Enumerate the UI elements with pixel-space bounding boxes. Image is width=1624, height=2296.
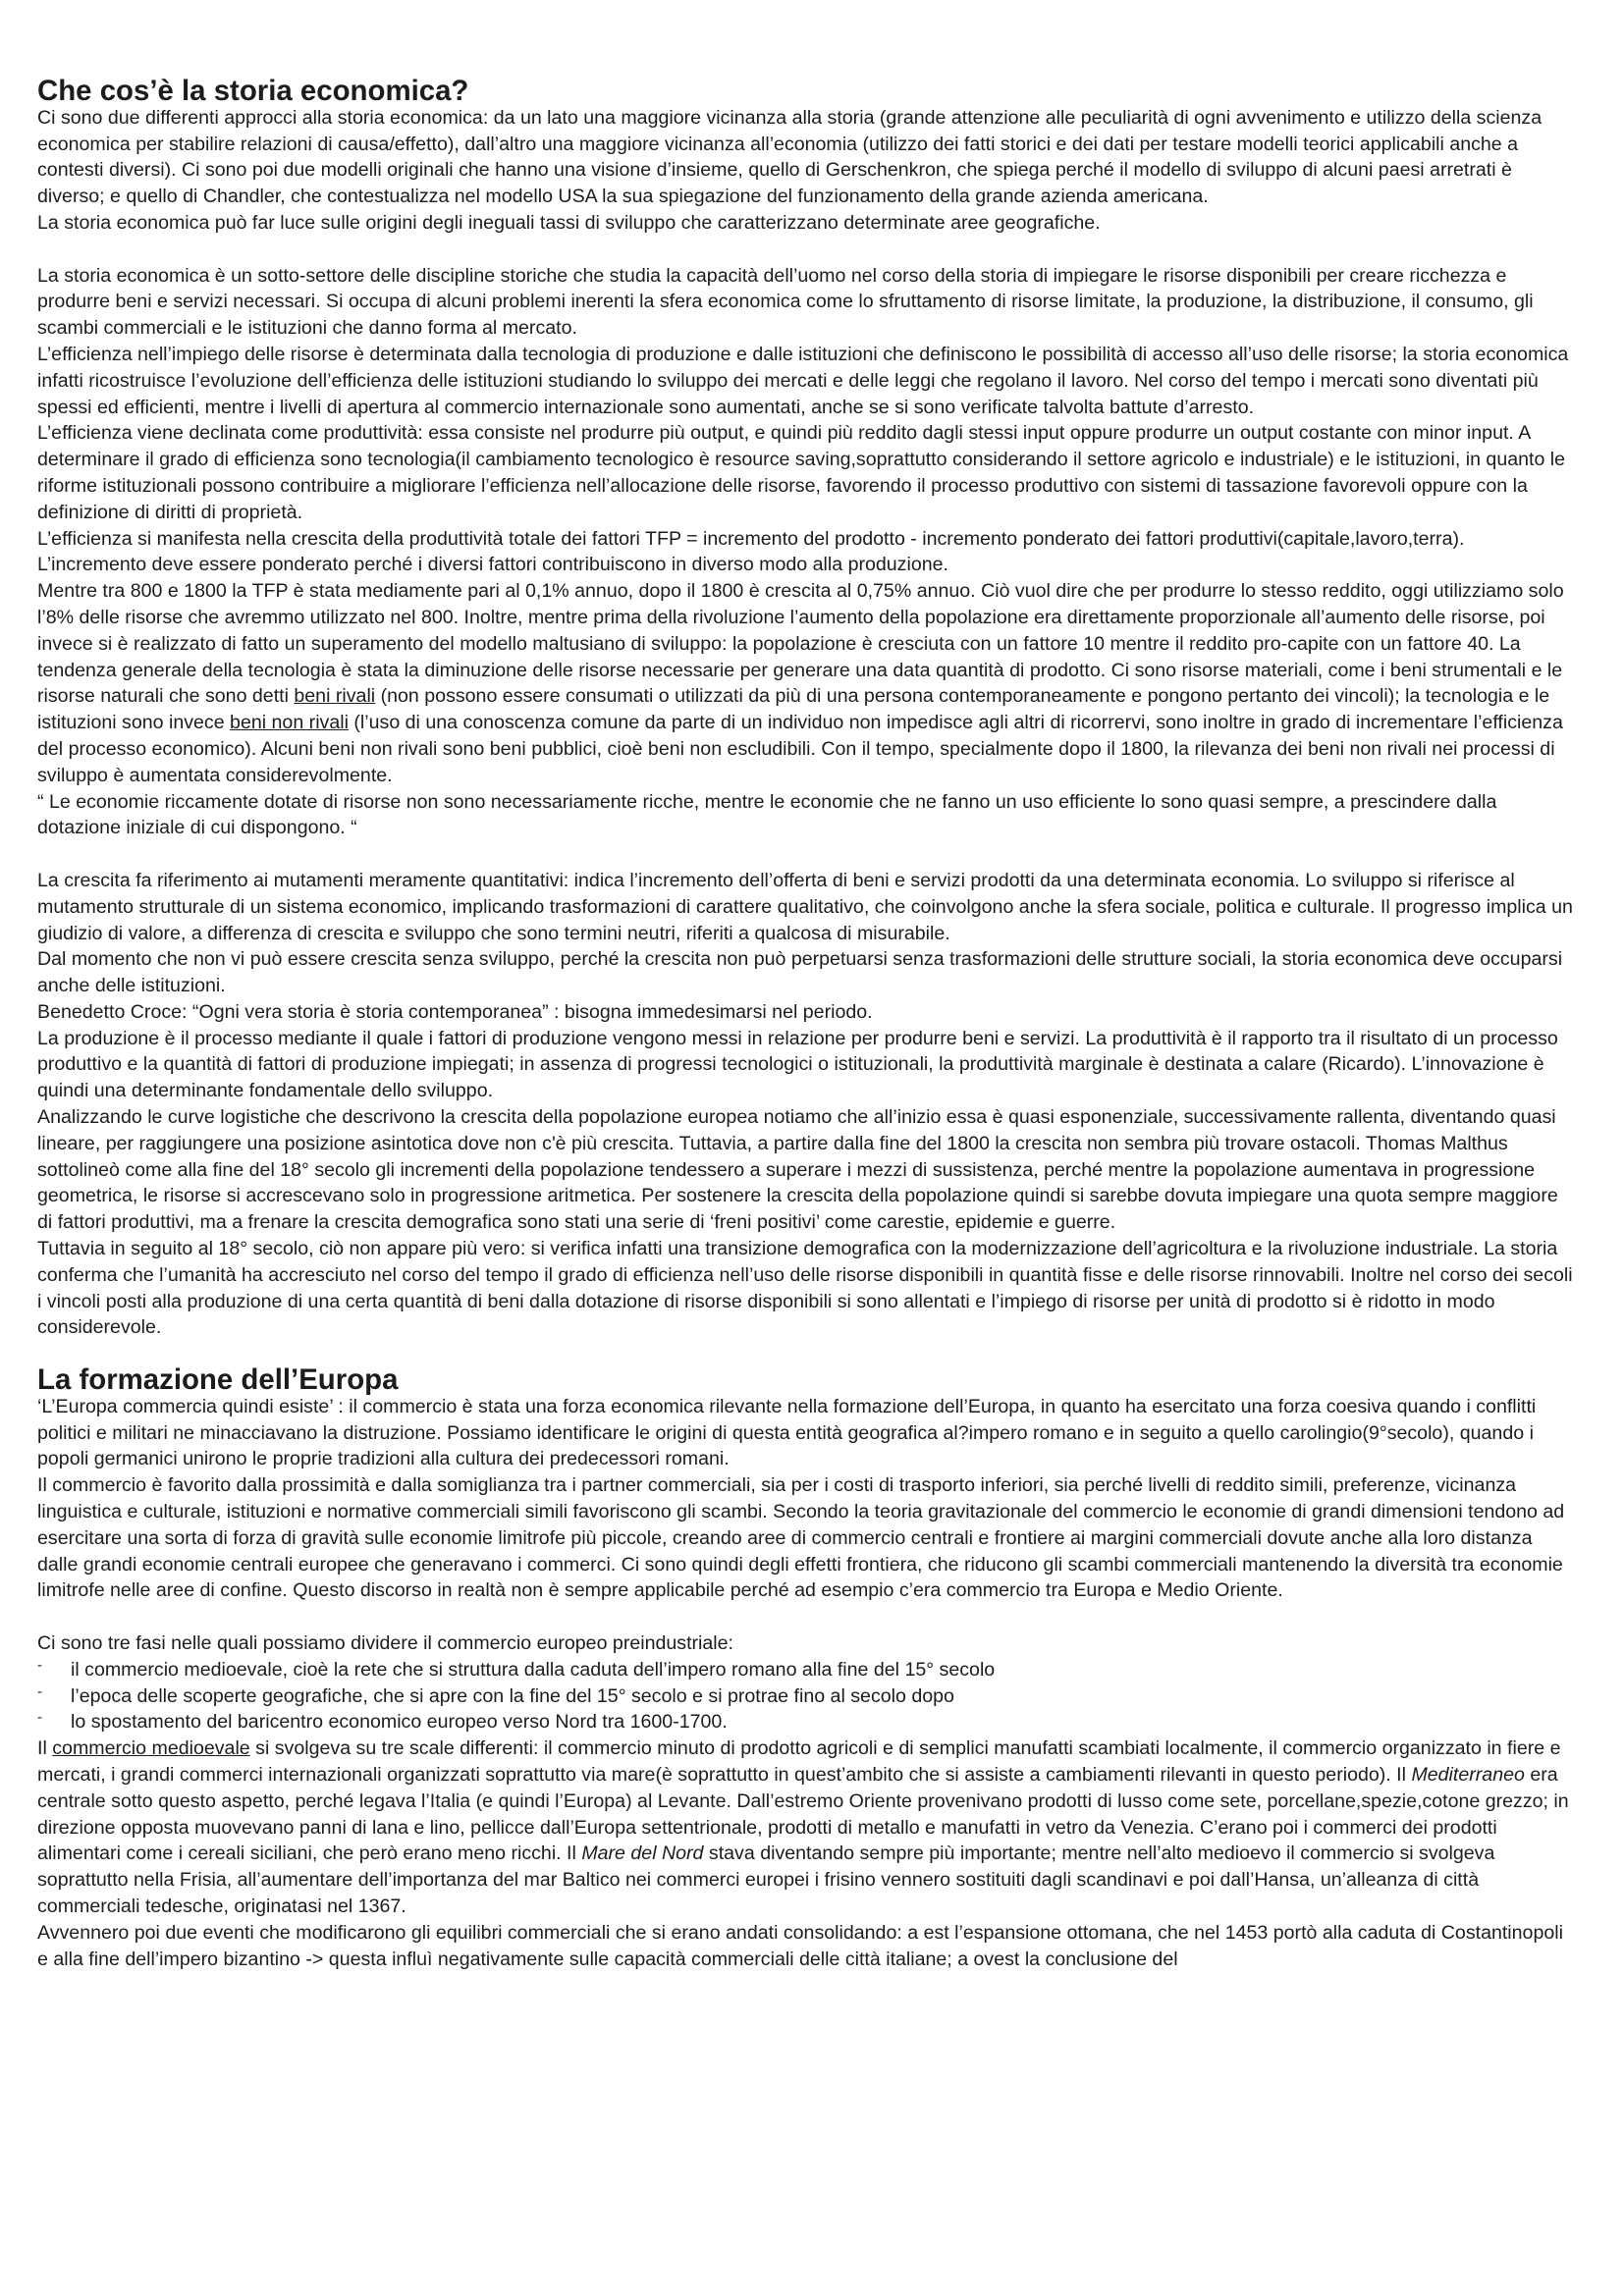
paragraph: L’efficienza viene declinata come produttività: essa consiste nel produrre più output, e quindi più reddito dagli stessi input oppure produrre un output costante con minor input. A determinare il grado di efficienza sono tecnologia(il cambiamento tecnologico è resource saving,soprattutto considerando il settore agricolo e industriale) e le istituzioni, in quanto le riforme istituzionali possono contribuire a migliorare l’efficienza nell’allocazione delle risorse, favorendo il processo produttivo con sistemi di tassazione favorevoli oppure con la definizione di diritti di proprietà.: [37, 422, 1566, 523]
quote-paragraph: “ Le economie riccamente dotate di risorse non sono necessariamente ricche, mentre le economie che ne fanno un uso efficiente lo sono quasi sempre, a prescindere dalla dotazione iniziale di cui dispongono. “: [37, 790, 1497, 839]
list-item: [37, 1709, 1577, 1735]
dash-bullet: -: [37, 1709, 42, 1727]
list-item: [37, 1657, 1577, 1683]
text-run: Mentre tra 800 e 1800 la TFP è stata mediamente pari al 0,1% annuo, dopo il 1800 è crescita al 0,75% annuo. Ciò vuol dire che per produrre lo stesso reddito, oggi utilizziamo solo l’8% delle risorse che avremmo utilizzato nel 800. Inoltre, mentre prima della rivoluzione l’aumento della popolazione era direttamente proporzionale all’aumento delle risorse, poi invece si è realizzato di fatto un superamento del modello maltusiano di sviluppo: la popolazione è cresciuta con un fattore 10 mentre il reddito pro-capite con un fattore 40. La tendenza generale della tecnologia è stata la diminuzione delle risorse necessarie per generare una data quantità di prodotto. Ci sono risorse materiali, come i beni strumentali e le risorse naturali che sono detti: [37, 580, 1564, 708]
text-run: era centrale sotto questo aspetto, perché legava l’Italia (e quindi l’Europa) al Levante. Dall’estremo Oriente provenivano prodotti di lusso come sete, porcellane,spezie,cotone grezzo; in direzione opposta muovevano panni di lana e lino, pellicce dall’Europa settentrionale, prodotti di metallo e manufatti in vetro da Venezia. C’erano poi i commerci dei prodotti alimentari come i cereali siciliani, che però erano meno ricchi. Il: [37, 1764, 1569, 1865]
paragraph-spacer: [37, 841, 1577, 868]
list-intro: Ci sono tre fasi nelle quali possiamo dividere il commercio europeo preindustriale:: [37, 1632, 733, 1655]
paragraph: Tuttavia in seguito al 18° secolo, ciò non appare più vero: si verifica infatti una transizione demografica con la modernizzazione dell’agricoltura e la rivoluzione industriale. La storia conferma che l’umanità ha accresciuto nel corso del tempo il grado di efficienza nell’uso delle risorse disponibili in quantità fisse e delle risorse rinnovabili. Inoltre nel corso dei secoli i vincoli posti alla produzione di una certa quantità di beni dalla dotazione di risorse disponibili si sono allentati e l’impiego di risorse per unità di prodotto si è ridotto in modo considerevole.: [37, 1238, 1573, 1339]
paragraph: ‘L’Europa commercia quindi esiste’ : il commercio è stata una forza economica rilevante nella formazione dell’Europa, in quanto ha esercitato una forza coesiva quando i conflitti politici e militari ne minacciavano la distruzione. Possiamo identificare le origini di questa entità geografica al?impero romano e in seguito a quello carolingio(9°secolo), quando i popoli germanici unirono le proprie tradizioni alla cultura dei predecessori romani.: [37, 1395, 1537, 1470]
list-item-text: il commercio medioevale, cioè la rete che si struttura dalla caduta dell’impero romano alla fine del 15° secolo: [71, 1658, 996, 1681]
text-run: (l’uso di una conoscenza comune da parte di un individuo non impedisce agli altri di ricorrervi, sono inoltre in grado di incrementare l’efficienza del processo economico). Alcuni beni non rivali sono beni pubblici, cioè beni non escludibili. Con il tempo, specialmente dopo il 1800, la rilevanza dei beni non rivali nei processi di sviluppo è aumentata considerevolmente.: [37, 712, 1563, 786]
paragraph: Analizzando le curve logistiche che descrivono la crescita della popolazione europea notiamo che all’inizio essa è quasi esponenziale, successivamente rallenta, diventando quasi lineare, per raggiungere una posizione asintotica dove non c'è più crescita. Tuttavia, a partire dalla fine del 1800 la crescita non sembra più trovare ostacoli. Thomas Malthus sottolineò come alla fine del 18° secolo gli incrementi della popolazione tendessero a superare i mezzi di sussistenza, perché mentre la popolazione aumentava in progressione geometrica, le risorse si accrescevano solo in progressione aritmetica. Per sostenere la crescita della popolazione quindi si sarebbe dovuta impiegare una quota sempre maggiore di fattori produttivi, ma a frenare la crescita demografica sono stati una serie di ‘freni positivi’ come carestie, epidemie e guerre.: [37, 1106, 1558, 1234]
section-title-storia-economica: Che cos’è la storia economica?: [37, 75, 469, 107]
paragraph: Dal momento che non vi può essere crescita senza sviluppo, perché la crescita non può perpetuarsi senza trasformazioni delle strutture sociali, la storia economica deve occuparsi anche delle istituzioni.: [37, 948, 1563, 997]
paragraph: La crescita fa riferimento ai mutamenti meramente quantitativi: indica l’incremento dell’offerta di beni e servizi prodotti da una determinata economia. Lo sviluppo si riferisce al mutamento strutturale di un sistema economico, implicando trasformazioni di carattere qualitativo, che coinvolgono anche la sfera sociale, politica e culturale. Il progresso implica un giudizio di valore, a differenza di crescita e sviluppo che sono termini neutri, riferiti a qualcosa di misurabile.: [37, 869, 1573, 944]
underlined-term-commercio-medioevale: commercio medioevale: [52, 1737, 250, 1760]
paragraph: La storia economica può far luce sulle origini degli ineguali tassi di sviluppo che caratterizzano determinate aree geografiche.: [37, 211, 1101, 234]
paragraph: Avvennero poi due eventi che modificarono gli equilibri commerciali che si erano andati consolidando: a est l’espansione ottomana, che nel 1453 portò alla caduta di Costantinopoli e alla fine dell’impero bizantino -> questa influì negativamente sulle capacità commerciali delle città italiane; a ovest la conclusione del: [37, 1921, 1563, 1970]
paragraph-spacer: [37, 1604, 1577, 1630]
underlined-term-beni-non-rivali: beni non rivali: [230, 712, 349, 734]
text-run: Il: [37, 1737, 53, 1760]
section-title-formazione-europa: La formazione dell’Europa: [37, 1363, 399, 1397]
dash-bullet: -: [37, 1656, 42, 1674]
paragraph: La storia economica è un sotto-settore delle discipline storiche che studia la capacità dell’uomo nel corso della storia di impiegare le risorse disponibili per creare ricchezza e produrre beni e servizi necessari. Si occupa di alcuni problemi inerenti la sfera economica come lo sfruttamento di risorse limitate, la produzione, la distribuzione, il consumo, gli scambi commerciali e le istituzioni che danno forma al mercato.: [37, 264, 1534, 340]
paragraph: Ci sono due differenti approcci alla storia economica: da un lato una maggiore vicinanza alla storia (grande attenzione alle peculiarità di ogni avvenimento e utilizzo della scienza economica per stabilire relazioni di causa/effetto), dall’altro una maggiore vicinanza all’economia (utilizzo dei fatti storici e dei dati per testare modelli teorici applicabili anche a contesti diversi). Ci sono poi due modelli originali che hanno una visione d’insieme, quello di Gerschenkron, che spiega perché il modello di sviluppo di alcuni paesi arretrati è diverso; e quello di Chandler, che contestualizza nel modello USA la sua spiegazione del funzionamento della grande azienda americana.: [37, 106, 1543, 208]
list-item: [37, 1683, 1577, 1710]
phases-list: [37, 1657, 1577, 1735]
italic-term-mediterraneo: Mediterraneo: [1411, 1764, 1525, 1786]
paragraph-spacer: [37, 237, 1577, 263]
paragraph-commercio-medioevale: [37, 1735, 1577, 1920]
list-item-text: l’epoca delle scoperte geografiche, che si apre con la fine del 15° secolo e si protrae fino al secolo dopo: [71, 1684, 954, 1707]
text-run: stava diventando sempre più importante; mentre nell’alto medioevo il commercio si svolgeva soprattutto nella Frisia, all’aumentare dell’importanza del mar Baltico nei commerci europei i frisino vennero sostituiti dagli scandinavi e poi dall’Hansa, un’alleanza di città commerciali tedesche, originatasi nel 1367.: [37, 1842, 1495, 1917]
paragraph: L’efficienza nell’impiego delle risorse è determinata dalla tecnologia di produzione e dalle istituzioni che definiscono le possibilità di accesso all’uso delle risorse; la storia economica infatti ricostruisce l’evoluzione dell’efficienza delle istituzioni studiando lo sviluppo dei mercati e delle leggi che regolano il lavoro. Nel corso del tempo i mercati sono diventati più spessi ed efficienti, mentre i livelli di apertura al commercio internazionale sono aumentati, anche se si sono verificate talvolta battute d’arresto.: [37, 343, 1569, 418]
paragraph-tfp: [37, 578, 1577, 788]
paragraph: Benedetto Croce: “Ogni vera storia è storia contemporanea” : bisogna immedesimarsi nel periodo.: [37, 1000, 873, 1023]
italic-term-mare-del-nord: Mare del Nord: [581, 1842, 704, 1865]
underlined-term-beni-rivali: beni rivali: [294, 685, 376, 708]
text-run: si svolgeva su tre scale differenti: il commercio minuto di prodotto agricoli e di semplici manufatti scambiati localmente, il commercio organizzato in fiere e mercati, i grandi commerci internazionali organizzati soprattutto via mare(è soprattutto in quest’ambito che si assiste a cambiamenti rilevanti in questo periodo). Il: [37, 1737, 1561, 1786]
dash-bullet: -: [37, 1682, 42, 1700]
paragraph: L’efficienza si manifesta nella crescita della produttività totale dei fattori TFP = incremento del prodotto - incremento ponderato dei fattori produttivi(capitale,lavoro,terra). L’incremento deve essere ponderato perché i diversi fattori contribuiscono in diverso modo alla produzione.: [37, 527, 1465, 576]
paragraph: Il commercio è favorito dalla prossimità e dalla somiglianza tra i partner commerciali, sia per i costi di trasporto inferiori, sia perché livelli di reddito simili, preferenze, vicinanza linguistica e culturale, istituzioni e normative commerciali simili favoriscono gli scambi. Secondo la teoria gravitazionale del commercio le economie di grandi dimensioni tendono ad esercitare una sorta di forza di gravità sulle economie limitrofe più piccole, creando aree di commercio centrali e frontiere ai margini commerciali dovute anche alla loro distanza dalle grandi economie centrali europee che generavano i commerci. Ci sono quindi degli effetti frontiera, che riducono gli scambi commerciali mantenendo la diversità tra economie limitrofe nelle aree di confine. Questo discorso in realtà non è sempre applicabile perché ad esempio c’era commercio tra Europa e Medio Oriente.: [37, 1474, 1565, 1602]
text-run: (non possono essere consumati o utilizzati da più di una persona contemporaneamente e pongono pertanto dei vincoli); la tecnologia e le istituzioni sono invece: [37, 685, 1550, 734]
list-item-text: lo spostamento del baricentro economico europeo verso Nord tra 1600-1700.: [71, 1711, 728, 1734]
paragraph: La produzione è il processo mediante il quale i fattori di produzione vengono messi in relazione per produrre beni e servizi. La produttività è il rapporto tra il risultato di un processo produttivo e la quantità di fattori di produzione impiegati; in assenza di progressi tecnologici o istituzionali, la produttività marginale è destinata a calare (Ricardo). L’innovazione è quindi una determinante fondamentale dello sviluppo.: [37, 1027, 1558, 1102]
